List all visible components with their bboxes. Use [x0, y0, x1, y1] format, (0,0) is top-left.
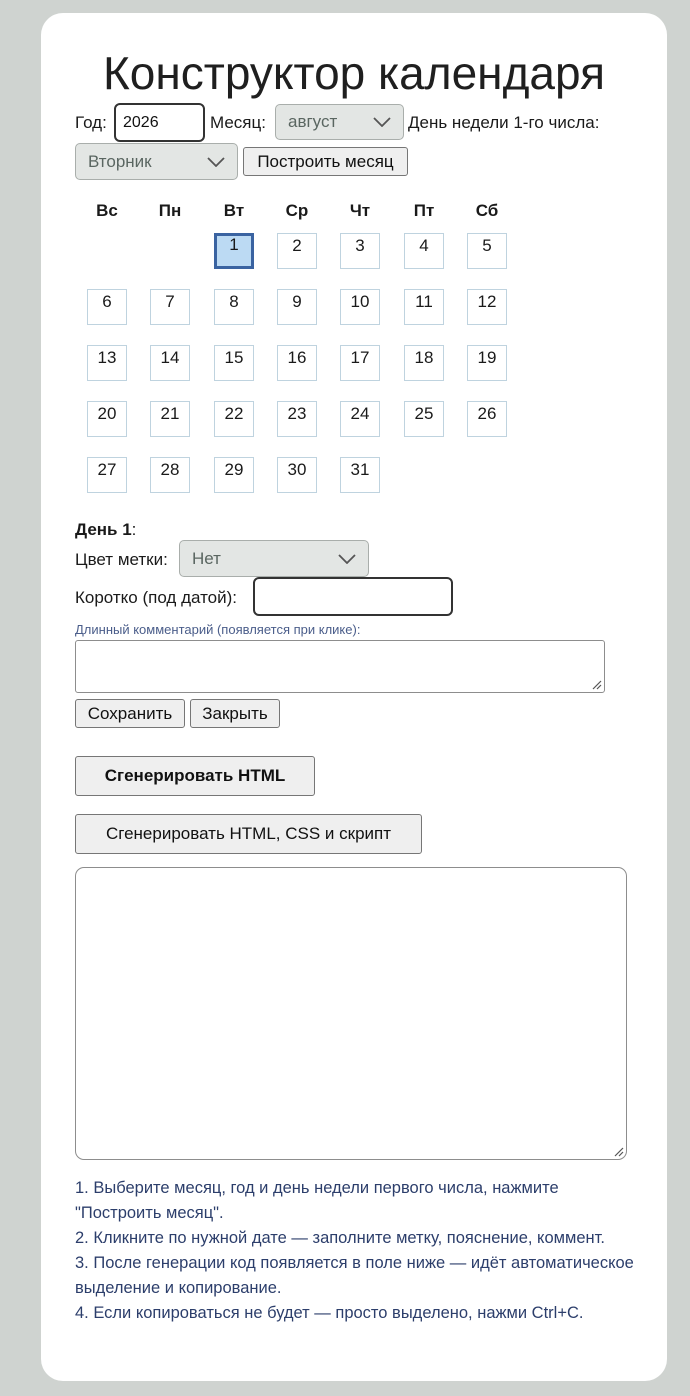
month-select[interactable] — [275, 104, 404, 140]
calendar-day[interactable]: 18 — [404, 345, 444, 381]
selected-day-label: День 1 — [75, 520, 132, 539]
calendar-day[interactable]: 11 — [404, 289, 444, 325]
weekday-header: Вт — [223, 201, 245, 220]
short-input[interactable] — [253, 577, 453, 616]
resize-grip-icon[interactable] — [612, 1145, 624, 1157]
calendar-day[interactable]: 16 — [277, 345, 317, 381]
calendar-day[interactable]: 27 — [87, 457, 127, 493]
long-comment-label: Длинный комментарий (появляется при клике): — [75, 622, 361, 637]
color-select-value: Нет — [192, 548, 221, 568]
save-button[interactable]: Сохранить — [75, 699, 185, 728]
weekday-label: День недели 1-го числа: — [408, 113, 600, 132]
help-step-2: 2. Кликните по нужной дате — заполните метку, пояснение, коммент. — [75, 1229, 605, 1247]
color-select[interactable] — [179, 540, 369, 577]
generate-html-button[interactable]: Сгенерировать HTML — [75, 756, 315, 796]
calendar-day[interactable]: 10 — [340, 289, 380, 325]
calendar-day[interactable]: 24 — [340, 401, 380, 437]
calendar-day[interactable]: 4 — [404, 233, 444, 269]
year-input[interactable] — [114, 103, 205, 142]
calendar-day[interactable]: 12 — [467, 289, 507, 325]
calendar-day[interactable]: 20 — [87, 401, 127, 437]
calendar-day[interactable]: 29 — [214, 457, 254, 493]
color-label: Цвет метки: — [75, 550, 168, 569]
calendar-day[interactable]: 5 — [467, 233, 507, 269]
output-code-textarea[interactable] — [75, 867, 627, 1160]
weekday-header: Пн — [158, 201, 182, 220]
resize-grip-icon[interactable] — [590, 678, 602, 690]
long-comment-textarea[interactable] — [75, 640, 605, 693]
calendar-day[interactable]: 26 — [467, 401, 507, 437]
calendar-day[interactable]: 21 — [150, 401, 190, 437]
calendar-day[interactable]: 3 — [340, 233, 380, 269]
calendar-day[interactable]: 14 — [150, 345, 190, 381]
calendar-day-selected[interactable]: 1 — [214, 233, 254, 269]
calendar-day[interactable]: 22 — [214, 401, 254, 437]
weekday-header: Чт — [349, 201, 371, 220]
calendar-day[interactable]: 15 — [214, 345, 254, 381]
calendar-day[interactable]: 17 — [340, 345, 380, 381]
weekday-header: Сб — [475, 201, 499, 220]
calendar-day[interactable]: 8 — [214, 289, 254, 325]
chevron-down-icon — [338, 554, 356, 564]
chevron-down-icon — [373, 117, 391, 127]
year-label: Год: — [75, 113, 107, 132]
calendar-day[interactable]: 31 — [340, 457, 380, 493]
selected-day-colon: : — [131, 520, 137, 539]
calendar-day[interactable]: 2 — [277, 233, 317, 269]
generate-full-button[interactable]: Сгенерировать HTML, CSS и скрипт — [75, 814, 422, 854]
weekday-select[interactable] — [75, 143, 238, 180]
help-instructions — [75, 1176, 635, 1326]
calendar-day[interactable]: 9 — [277, 289, 317, 325]
help-step-3: 3. После генерации код появляется в поле ниже — идёт автоматическое выделение и копирование. — [75, 1254, 634, 1297]
close-button[interactable]: Закрыть — [190, 699, 280, 728]
selected-day-heading — [75, 520, 136, 540]
calendar-day[interactable]: 19 — [467, 345, 507, 381]
chevron-down-icon — [207, 157, 225, 167]
calendar-day[interactable]: 28 — [150, 457, 190, 493]
weekday-select-value: Вторник — [88, 151, 152, 171]
month-select-value: август — [288, 112, 338, 131]
calendar-builder-card — [41, 13, 667, 1381]
month-label: Месяц: — [210, 113, 266, 132]
short-label: Коротко (под датой): — [75, 588, 238, 607]
calendar-day[interactable]: 13 — [87, 345, 127, 381]
page-title: Конструктор календаря — [102, 47, 605, 99]
build-month-button[interactable]: Построить месяц — [243, 147, 408, 176]
calendar-day[interactable]: 6 — [87, 289, 127, 325]
help-step-4: 4. Если копироваться не будет — просто выделено, нажми Ctrl+C. — [75, 1304, 584, 1322]
weekday-header: Пт — [413, 201, 435, 220]
calendar-day[interactable]: 23 — [277, 401, 317, 437]
weekday-header: Ср — [285, 201, 309, 220]
calendar-day[interactable]: 25 — [404, 401, 444, 437]
weekday-header: Вс — [96, 201, 118, 220]
calendar-day[interactable]: 30 — [277, 457, 317, 493]
calendar-day[interactable]: 7 — [150, 289, 190, 325]
help-step-1: 1. Выберите месяц, год и день недели первого числа, нажмите "Построить месяц". — [75, 1179, 559, 1222]
